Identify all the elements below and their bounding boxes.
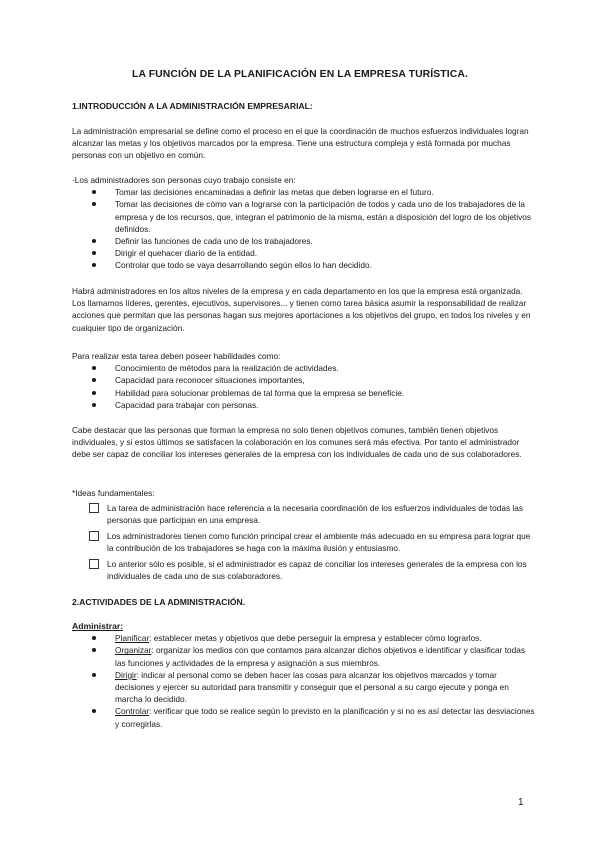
administrators-intro: ·Los administradores son personas cuyo trabajo consiste en: [72, 175, 296, 185]
checkbox-icon [89, 503, 99, 513]
section-1-heading: 1.INTRODUCCIÓN A LA ADMINISTRACIÓN EMPRESARIAL: [72, 101, 313, 111]
list-item: Controlar: verificar que todo se realice según lo previsto en la planificación y si no es así detectar las desviaciones y corregirlas. [92, 705, 536, 729]
bullet-icon [92, 378, 96, 382]
list-item: Controlar que todo se vaya desarrollando según ellos lo han decidido. [92, 259, 536, 271]
list-item: Los administradores tienen como función principal crear el ambiente más adecuado en su empresa para lograr que la contribución de los trabajadores se haga con la máxima ilusión y entusiasmo. [72, 530, 536, 554]
ideas-intro: *Ideas fundamentales: [72, 488, 155, 498]
bullet-icon [92, 709, 96, 713]
ideas-checklist [72, 502, 536, 582]
bullet-icon [92, 366, 96, 370]
list-item: Dirigir el quehacer diario de la entidad. [92, 247, 536, 259]
page-number: 1 [518, 797, 524, 808]
skills-list-block [72, 350, 536, 411]
checkbox-icon [89, 531, 99, 541]
list-item: Dirigir: indicar al personal como se deben hacer las cosas para alcanzar los objetivos marcados y tomar decisiones y ejercer su autoridad para transmitir y conseguir que el personal a su cargo ejecute y ponga en marcha lo decidido. [92, 669, 536, 706]
list-item: Capacidad para trabajar con personas. [92, 399, 536, 411]
list-item: Lo anterior sólo es posible, si el administrador es capaz de conciliar los intereses generales de la empresa con los individuales de cada uno de sus colaboradores. [72, 558, 536, 582]
ideas-block [72, 487, 536, 586]
list-item: La tarea de administración hace referencia a la necesaria coordinación de los esfuerzos individuales de todas las personas que participan en una empresa. [72, 502, 536, 526]
activities-list [72, 632, 536, 730]
list-item: Definir las funciones de cada uno de los trabajadores. [92, 235, 536, 247]
document-title: LA FUNCIÓN DE LA PLANIFICACIÓN EN LA EMPRESA TURÍSTICA. [132, 69, 468, 80]
list-item: Organizar: organizar los medios con que contamos para alcanzar dichos objetivos e identificar y clasificar todas las funciones y actividades de la empresa y asignación a sus miembros. [92, 644, 536, 668]
bullet-icon [92, 673, 96, 677]
bullet-icon [92, 190, 96, 194]
bullet-icon [92, 202, 96, 206]
administrators-levels-paragraph: Habrá administradores en los altos niveles de la empresa y en cada departamento en los que la empresa está organizada. Los llamamos líderes, gerentes, ejecutivos, supervisores... y tienen como tarea básica asumir la responsabilidad de realizar acciones que permitan que las personas hagan sus mejores aportaciones a los objetivos del grupo, en todos los niveles y en cualquier tipo de organización. [72, 286, 531, 333]
administrators-task-list [72, 186, 536, 271]
bullet-icon [92, 648, 96, 652]
administrar-subheading: Administrar: [72, 621, 124, 631]
list-item: Tomar las decisiones encaminadas a definir las metas que deben lograrse en el futuro. [92, 186, 536, 198]
skills-intro: Para realizar esta tarea deben poseer habilidades como: [72, 351, 281, 361]
administrators-list-block [72, 174, 536, 272]
list-item: Conocimiento de métodos para la realización de actividades. [92, 362, 536, 374]
bullet-icon [92, 391, 96, 395]
bullet-icon [92, 251, 96, 255]
list-item: Tomar las decisiones de cómo van a lograrse con la participación de todos y cada uno de los trabajadores de la empresa y de los recursos, que, integran el patrimonio de la misma, están a disposición del logro de los objetivos definidos. [92, 198, 536, 235]
bullet-icon [92, 239, 96, 243]
bullet-icon [92, 636, 96, 640]
list-item: Planificar: establecer metas y objetivos que debe perseguir la empresa y establecer cómo lograrlos. [92, 632, 536, 644]
section-2-heading: 2.ACTIVIDADES DE LA ADMINISTRACIÓN. [72, 597, 246, 607]
checkbox-icon [89, 559, 99, 569]
objectives-paragraph: Cabe destacar que las personas que forman la empresa no solo tienen objetivos comunes, también tienen objetivos individuales, y si estos últimos se satisfacen la colaboración en los comunes será más efectiva. Por tanto el administrador debe ser capaz de conciliar los intereses generales de la empresa con los individuales de cada uno de sus colaboradores. [72, 425, 522, 460]
bullet-icon [92, 403, 96, 407]
activities-block [72, 620, 536, 730]
list-item: Habilidad para solucionar problemas de tal forma que la empresa se beneficie. [92, 387, 536, 399]
intro-paragraph: La administración empresarial se define como el proceso en el que la coordinación de muchos esfuerzos individuales logran alcanzar las metas y los objetivos marcados por la empresa. Tiene una estructura compleja y está formada por muchas personas con un objetivo en común. [72, 126, 529, 161]
bullet-icon [92, 263, 96, 267]
skills-list [72, 362, 536, 411]
list-item: Capacidad para reconocer situaciones importantes, [92, 374, 536, 386]
